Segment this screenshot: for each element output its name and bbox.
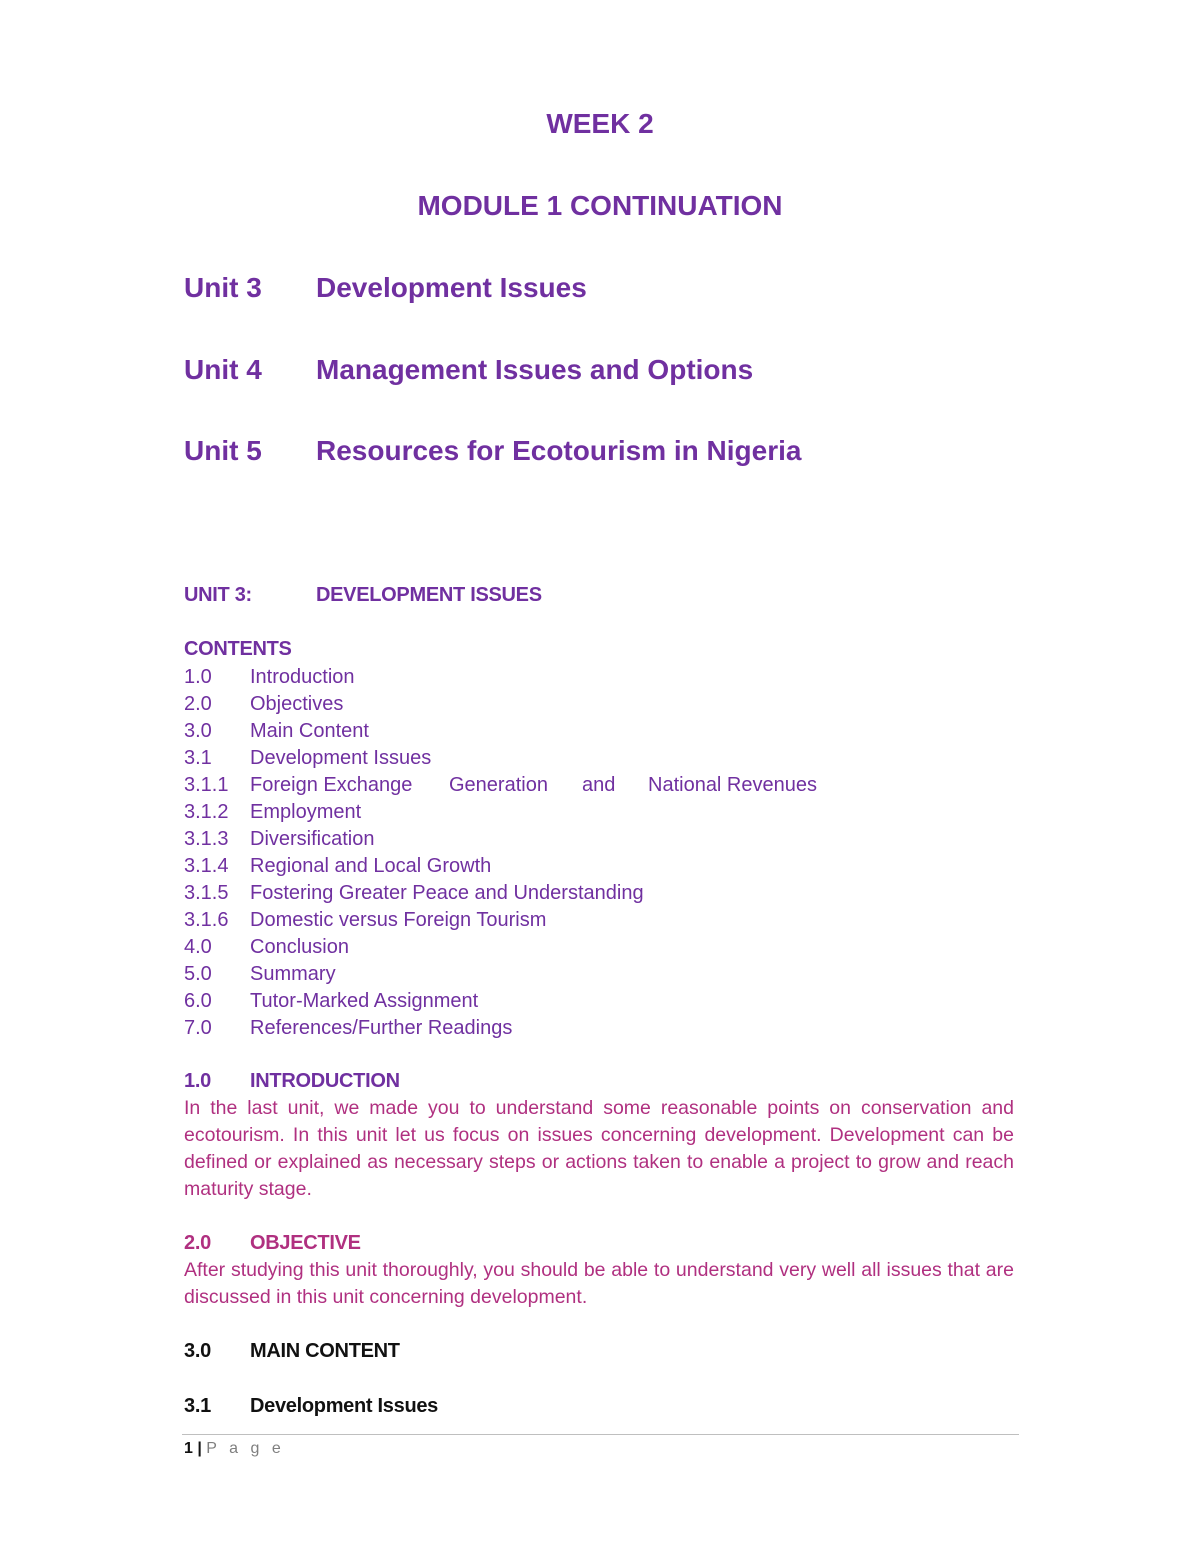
toc-item-label: Development Issues [250,747,432,769]
objective-number: 2.0 [184,1232,211,1254]
unit-4-number: Unit 4 [184,354,262,385]
toc-item-number: 5.0 [184,963,212,985]
toc-item-label: References/Further Readings [250,1017,513,1039]
main-content-number: 3.0 [184,1340,211,1362]
development-issues-number: 3.1 [184,1395,211,1417]
toc-item-number: 4.0 [184,936,212,958]
toc-item-label: Fostering Greater Peace and Understanding [250,882,644,904]
unit-3-title: Development Issues [316,272,587,303]
toc-item-label-part: National Revenues [648,774,817,796]
introduction-paragraph: In the last unit, we made you to understand some reasonable points on conservation and ecotourism. In this unit let us focus on issues concerning development. Development can be defined or explained as necessary steps or actions taken to enable a project to grow and reach maturity stage. [184,1097,1014,1200]
introduction-heading: INTRODUCTION [250,1070,400,1092]
main-content-heading: MAIN CONTENT [250,1340,400,1362]
toc-item-label: Domestic versus Foreign Tourism [250,909,547,931]
toc-item-number: 3.0 [184,720,212,742]
footer-divider [182,1434,1019,1435]
toc-item-number: 1.0 [184,666,212,688]
toc-item-label: Employment [250,801,362,823]
introduction-number: 1.0 [184,1070,211,1092]
unit-5-number: Unit 5 [184,435,262,466]
toc-item-number: 3.1.2 [184,801,229,823]
toc-item-number: 2.0 [184,693,212,715]
toc-item-label: Objectives [250,693,344,715]
toc-item-number: 3.1 [184,747,212,769]
toc-item-label: Introduction [250,666,355,688]
toc-item-label: Regional and Local Growth [250,855,492,877]
footer-separator: | [197,1440,202,1457]
week-title: WEEK 2 [546,108,654,139]
module-title: MODULE 1 CONTINUATION [417,190,783,221]
toc-item-number: 3.1.5 [184,882,229,904]
toc-item-number: 3.1.4 [184,855,229,877]
toc-item-label: Tutor-Marked Assignment [250,990,479,1012]
toc-item-number: 3.1.3 [184,828,229,850]
unit-5-title: Resources for Ecotourism in Nigeria [316,435,802,466]
unit-4-title: Management Issues and Options [316,354,754,385]
page-number: 1 [184,1440,193,1457]
unit-heading-title: DEVELOPMENT ISSUES [316,584,542,606]
toc-item-label: Main Content [250,720,369,742]
development-issues-heading: Development Issues [250,1395,439,1417]
toc-item-label-part: Generation [449,774,548,796]
toc-item-label-part: and [582,774,616,796]
contents-heading: CONTENTS [184,638,292,660]
toc-item-label-part: Foreign Exchange [250,774,413,796]
toc-item-label: Summary [250,963,336,985]
unit-heading-label: UNIT 3: [184,584,252,606]
toc-item-number: 3.1.6 [184,909,229,931]
page-label: P a g e [206,1440,285,1457]
objective-heading: OBJECTIVE [250,1232,361,1254]
page-footer [184,1440,285,1458]
toc-item-label: Diversification [250,828,375,850]
unit-3-number: Unit 3 [184,272,262,303]
toc-item-number: 3.1.1 [184,774,229,796]
toc-item-number: 6.0 [184,990,212,1012]
objective-paragraph: After studying this unit thoroughly, you should be able to understand very well all issues that are discussed in this unit concerning development. [184,1259,1014,1308]
toc-item-label: Conclusion [250,936,349,958]
toc-item-number: 7.0 [184,1017,212,1039]
